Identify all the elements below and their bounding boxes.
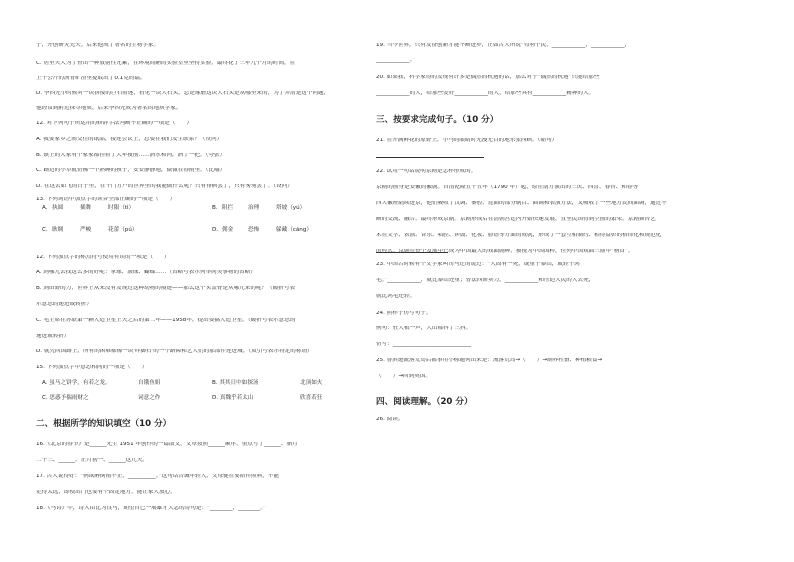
text-line: 13. 下列词语中加点字的读音全部正确的一项是（ ） [36, 197, 176, 202]
option-word: 插舞 [80, 205, 92, 211]
text-line: 示意思的递进或转折） [36, 302, 92, 307]
text-line: 他经常到附近探寻地质，后来李四光成为著名的地质学家。 [36, 106, 182, 111]
option-letter: A. [42, 205, 48, 211]
option-word: 躲藏（cáng） [276, 227, 312, 233]
question-26: 26. 阅读。 [376, 417, 404, 422]
option-text: C. 思惑予揣雨财之 [42, 395, 89, 401]
option-word: 佣金 [222, 227, 234, 233]
text-line: 15. 下列加点字中意思相同的一项是（ ） [36, 365, 148, 370]
option-word: 耿绸 [52, 227, 64, 233]
text-line: （ ）→回到英国。 [376, 374, 432, 379]
option-word: 花蕾（pú） [108, 227, 138, 233]
option-word: 塔坡（yú） [276, 205, 306, 211]
text-line: 19. 当今世界，只有发奋创新才能不断进步，正如古人所说“苟利于民，____________，____________， [376, 43, 631, 48]
option-letter: C. [42, 227, 48, 233]
option-word: 阻拦 [222, 205, 234, 211]
text-line: 21. 在开满鲜花的原野上，小马的眼睛时光漫无目的地东张西顾。（缩句） [376, 138, 558, 143]
text-line: 递进或转折） [36, 334, 70, 339]
text-line: 断的交流、融合，最终形成京剧。京剧形成后在清朝宫廷内开始快速发展，直至民国得到空前的繁荣。京剧舞台艺 [376, 217, 656, 222]
text-line: B. 到田野的力，世界上从来没有发现过这种动物的痕迹——那么这个头盖骨是从哪儿来的呢？（破折号表 [36, 286, 296, 291]
text-line: D. 在这去如飞的日子里，在千门万户的世界里的我能做什么呢？只有徘徊罢了，只有匆匆罢了。（设问） [36, 184, 293, 189]
option-text: B. 其其日中如探汤 [212, 380, 259, 386]
option-letter: B. [212, 205, 218, 211]
section-3-heading: 三、按要求完成句子。（10 分） [376, 115, 499, 125]
section-4-heading: 四、阅读理解。（20 分） [376, 397, 473, 407]
option-word: 治理 [248, 205, 260, 211]
option-text: 词意之作 [138, 395, 161, 401]
text-line: 仿写：____________________________ [376, 342, 472, 347]
text-line: 12. 对下列句子所运用的修辞手法判断不正确的一项是（ ） [36, 121, 193, 126]
text-line: ____________的人，给那些爱好____________的人，给那些具有____________精神的人。 [376, 91, 595, 96]
text-line: ____________。” [376, 58, 416, 63]
text-line: D. 李四光小时候对一块拼接的巨石着迷，看见一块大石头，总是琢磨这块大石头是从哪里来的，为了弄清楚这个问题， [36, 91, 330, 96]
option-letter: D. [212, 227, 219, 233]
option-word: 恐怖 [248, 227, 260, 233]
text-line: 12. 下列加点字的标点符号使用有误的一项是（ ） [36, 255, 170, 260]
text-line: B. 镇上的人家有个家家都挂着了大年夜前……酒水和肉，酒了一把。（夸张） [36, 153, 226, 158]
text-line: 18.《马诗》中，诗人由比为良马，期望自己一展雄才大志的诗句是：“________，________。” [36, 506, 267, 511]
text-line: C. 毛主席在苏联第一颗人造卫星上天之后的第二年——1958年，提出要搞人造卫星。（破折号表示意思的 [36, 318, 296, 323]
option-word: 执圆 [52, 205, 64, 211]
option-word: 时限（tì） [108, 205, 135, 211]
option-text: 自饿鱼姐 [138, 380, 161, 386]
text-line: A. 到哪儿去找这么多的好呢：掌球、滚球、蝴蝶……（省略号表示列举同类事物的省略） [36, 270, 256, 275]
option-text: D. 真魏乎若太山 [212, 395, 254, 401]
text-line: C. 路边的小草就仿佛一个熟睡的孩子，安安静静地，微微在春雨里。（比喻） [36, 168, 226, 173]
text-line: 二十三、______、正月初一、______这几天。 [36, 458, 148, 463]
option-word: 严峻 [80, 227, 92, 233]
text-line: 子，开创研究先天。后来他成了著名的生物学家。 [36, 43, 160, 48]
text-line: 20. 如果我，科学家得的发现有许多是偶然的机遇的话，那么对于“偶然的机遇”只能给那些 [376, 75, 600, 80]
text-line: 22. 试用一句话说明京剧是怎样形成的。 [376, 169, 477, 174]
text-line: 京剧的前身是安徽的徽剧。自清乾隆五十五年（1790 年）起，原在南方演出的三庆、四喜、春台、和春等 [376, 185, 639, 190]
text-line: 毛。”____________，就比泰山还重；替法西斯卖力，____________和压迫人民的人去死， [376, 278, 595, 283]
text-line: A. 我要家乡之间交往的纸品，接连会议上，总要在我们发生联系？（反问） [36, 137, 223, 142]
text-line: 走得太远，即使出门也要有个固定地方，能让家人放心。 [36, 490, 176, 495]
answer-blank[interactable] [376, 157, 484, 158]
option-text: 北顶如火 [300, 380, 323, 386]
text-line: 四大徽班陆续进京，他们吸收了汉调、秦腔、昆曲的部分剧目、曲调和表演方法，又吸收了一些地方民间曲调，通过不 [376, 201, 667, 206]
text-line: D. 就凭回国路上，所有的困难都像一块'绊脚石'的一个路障和艺人们的那部件连进城。（双引号表示特定的称谓） [36, 349, 313, 354]
answer-blank[interactable] [376, 252, 448, 253]
option-text: 欣喜若狂 [300, 395, 323, 401]
text-line: 16.《北京的春节》是______先生 1951 年创作的一篇散文，文章按照______顺序，重点写了______、腊月 [36, 442, 298, 447]
text-line: 24. 照样子仿写句子。 [376, 311, 432, 316]
text-line: 17. 古人说得好：“例欲醉倒雨不止，__________。”这句话告诫年轻人，父母健在要陪伴照料，不能 [36, 474, 280, 479]
text-line: 25. 鲁滨逊流落荒岛后都事用小标题列出来是：流落荒岛→（ ）→制界牲畜、种植粮食→ [376, 358, 603, 363]
text-line: 上千公斤的沥青矿渣里提取出了0.1克的镭。 [36, 76, 146, 81]
text-line: 的程式。京剧在整个发展中已成为中国最大的戏曲剧种，被视为中国国粹，位列中国戏曲三鼎甲“榜首”。 [376, 249, 634, 254]
text-line: 例句：驻大根一声，大山都抖了三抖。 [376, 326, 472, 331]
text-line: 就比鸿毛还轻。 [376, 294, 416, 299]
text-line: 术在文学、表演、音乐、唱腔、锣鼓、化妆、脸谱等方面的成就，形成了一套互相制约、相得益彰的格律化和规范化 [376, 233, 662, 238]
option-text: A. 虽马之饼学，有若之龙。 [42, 380, 111, 386]
section-2-heading: 二、根据所学的知识填空（10 分） [36, 419, 172, 429]
text-line: C. 居里夫人为了查出一种放射性元素，在环境简陋的实验室里坚持实验，最终花了三年九个月的时间，在 [36, 61, 296, 66]
text-line: 23. 中国古时候有个文学家叫司马迁的说过：“人固有一死，或重于泰山，或轻于鸿 [376, 262, 580, 267]
